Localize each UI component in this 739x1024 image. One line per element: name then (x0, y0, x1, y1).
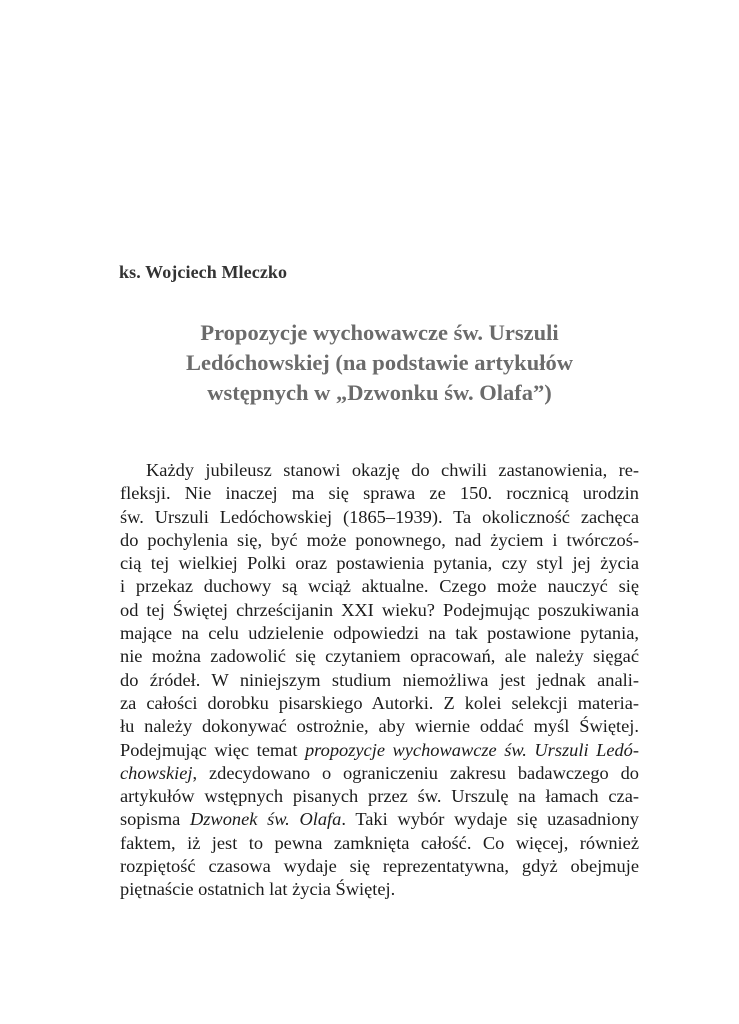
body-line: cią tej wielkiej Polki oraz postawienia pytania, czy styl jej życia (120, 553, 639, 574)
body-line: faktem, iż jest to pewna zamknięta całość. Co więcej, również (120, 832, 639, 853)
body-text: sopisma (120, 809, 190, 830)
body-line: Każdy jubileusz stanowi okazję do chwili zastanowienia, re- (146, 460, 639, 480)
body-line: fleksji. Nie inaczej ma się sprawa ze 150. rocznicą urodzin (120, 483, 639, 504)
body-text: , zdecydowano o ograniczeniu zakresu badawczego do (192, 762, 639, 783)
body-line: do pochylenia się, być może ponownego, nad życiem i twórczoś- (120, 529, 639, 550)
body-line: rozpiętość czasowa wydaje się reprezentatywna, gdyż obejmuje (120, 856, 639, 877)
article-title (119, 318, 640, 408)
title-line: wstępnych w „Dzwonku św. Olafa”) (207, 380, 552, 405)
body-line (120, 739, 639, 762)
body-paragraph (120, 459, 639, 902)
body-line (120, 762, 639, 785)
author-name: ks. Wojciech Mleczko (119, 262, 288, 282)
body-line: artykułów wstępnych pisanych przez św. Urszulę na łamach cza- (120, 786, 639, 807)
body-line: piętnaście ostatnich lat życia Świętej. (120, 879, 396, 900)
italic-topic-text: chowskiej (120, 762, 193, 783)
italic-topic-text: propozycje wychowawcze św. Urszuli Ledó- (304, 739, 639, 760)
body-text: Podejmując więc temat (120, 739, 305, 760)
title-line: Propozycje wychowawcze św. Urszuli (200, 320, 559, 345)
body-line: św. Urszuli Ledóchowskiej (1865–1939). Ta okoliczność zachęca (120, 506, 639, 527)
body-line: do źródeł. W niniejszym studium niemożliwa jest jednak anali- (120, 669, 639, 690)
body-line (120, 808, 639, 831)
body-line: łu należy dokonywać ostrożnie, aby wiernie oddać myśl Świętej. (120, 716, 639, 737)
body-line: za całości dorobku pisarskiego Autorki. Z kolei selekcji materia- (120, 692, 639, 713)
body-line: nie można zadowolić się czytaniem opracowań, ale należy sięgać (120, 646, 639, 667)
italic-journal-title: Dzwonek św. Olafa (189, 809, 342, 830)
body-line: i przekaz duchowy są wciąż aktualne. Czego może nauczyć się (120, 576, 639, 597)
title-line: Ledóchowskiej (na podstawie artykułów (186, 350, 573, 375)
body-line: od tej Świętej chrześcijanin XXI wieku? Podejmując poszukiwania (120, 599, 639, 620)
body-line: mające na celu udzielenie odpowiedzi na tak postawione pytania, (120, 623, 639, 644)
body-text: . Taki wybór wydaje się uzasadniony (341, 809, 639, 830)
